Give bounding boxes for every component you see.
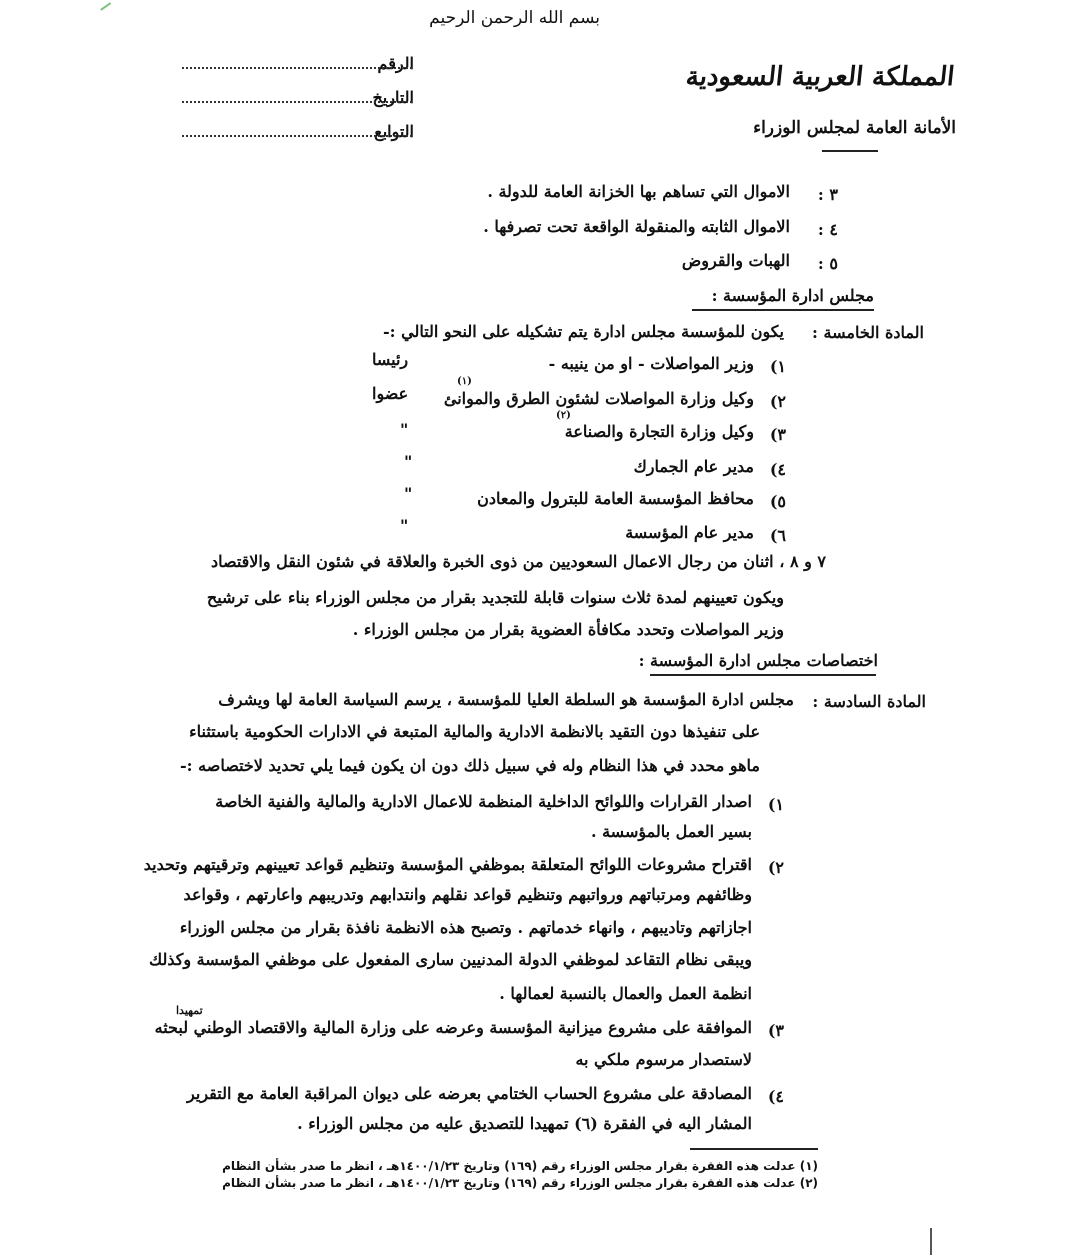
member-1-text: وزير المواصلات - او من ينيبه - — [548, 354, 754, 373]
number-label: الرقم — [377, 54, 414, 73]
fund-5-text: الهبات والقروض — [681, 251, 790, 270]
member-2-number: ٢) — [769, 392, 786, 411]
member-3-role: " — [400, 420, 409, 439]
article6-label: المادة السادسة : — [812, 692, 926, 711]
power-3-margin-note: تمهيدا — [176, 1004, 203, 1017]
power-3-line2: لاستصدار مرسوم ملكي به — [575, 1050, 752, 1069]
members-7-8-line2: ويكون تعيينهم لمدة ثلاث سنوات قابلة للتجديد بقرار من مجلس الوزراء بناء على ترشيح — [206, 588, 784, 607]
member-4-text: مدير عام الجمارك — [633, 457, 754, 476]
power-2-line2: وظائفهم ومرتباتهم ورواتبهم وتنظيم قواعد نقلهم وانتدابهم وتدريبهم واعارتهم ، وقواعد — [183, 885, 752, 904]
secretariat-title: الأمانة العامة لمجلس الوزراء — [753, 118, 956, 138]
power-2-line5: انظمة العمل والعمال بالنسبة لعمالها . — [499, 984, 752, 1003]
powers-heading: اختصاصات مجلس ادارة المؤسسة : — [638, 651, 878, 670]
member-3-text: وكيل وزارة التجارة والصناعة — [564, 422, 754, 441]
member-5-role: " — [404, 484, 413, 503]
power-4-number: ٤) — [767, 1087, 784, 1106]
article6-para-line2: على تنفيذها دون التقيد بالانظمة الادارية والمالية المتبعة في الادارات الحكومية باستثناء — [189, 722, 760, 741]
board-heading: مجلس ادارة المؤسسة : — [711, 286, 874, 305]
kingdom-title: المملكة العربية السعودية — [684, 62, 956, 92]
fund-4-number: ٤ : — [817, 220, 838, 239]
member-6-role: " — [400, 516, 409, 535]
power-3-number: ٣) — [767, 1021, 784, 1040]
secretariat-underline — [822, 150, 878, 152]
article5-label: المادة الخامسة : — [812, 323, 924, 342]
power-3-line1: الموافقة على مشروع ميزانية المؤسسة وعرضه على وزارة المالية والاقتصاد الوطني لبحثه — [154, 1018, 752, 1037]
date-label: التاريخ — [372, 88, 414, 107]
member-5-number: ٥) — [769, 492, 786, 511]
article6-para-line3: ماهو محدد في هذا النظام وله في سبيل ذلك دون ان يكون فيما يلي تحديد لاختصاصه :- — [180, 756, 760, 775]
fund-4-text: الاموال الثابته والمنقولة الواقعة تحت تصرفها . — [483, 217, 790, 236]
members-7-8-line1: ٧ و ٨ ، اثنان من رجال الاعمال السعوديين من ذوى الخبرة والعلاقة في شئون النقل والاقتصاد — [210, 552, 826, 571]
attachments-label: التوابع — [374, 122, 414, 141]
power-4-line2: المشار اليه في الفقرة (٦) تمهيدا للتصديق عليه من مجلس الوزراء . — [297, 1114, 752, 1133]
member-2-text: وكيل وزارة المواصلات لشئون الطرق والموانئ — [443, 389, 754, 408]
power-2-number: ٢) — [767, 858, 784, 877]
power-2-line4: ويبقى نظام التقاعد لموظفي الدولة المدنيين سارى المفعول على موظفي المؤسسة وكذلك — [148, 950, 752, 969]
fund-5-number: ٥ : — [817, 254, 838, 273]
corner-mark — [97, 0, 111, 11]
member-3-number: ٣) — [769, 425, 786, 444]
member-4-number: ٤) — [769, 460, 786, 479]
edge-mark — [930, 1228, 934, 1255]
power-1-line1: اصدار القرارات واللوائح الداخلية المنظمة للاعمال الادارية والمالية والفنية الخاصة — [215, 792, 752, 811]
member-5-text: محافظ المؤسسة العامة للبترول والمعادن — [477, 489, 754, 508]
footnote-2: (٢) عدلت هذه الفقرة بقرار مجلس الوزراء رقم (١٦٩) وتاريخ ١٤٠٠/١/٢٣هـ ، انظر ما صدر بشأن النظام — [222, 1176, 818, 1190]
member-6-text: مدير عام المؤسسة — [625, 523, 754, 542]
power-2-line3: اجازاتهم وتاديبهم ، وانهاء خدماتهم . وتصبح هذه الانظمة نافذة بقرار من مجلس الوزراء — [179, 918, 752, 937]
article6-para-line1: مجلس ادارة المؤسسة هو السلطة العليا للمؤسسة ، يرسم السياسة العامة لها ويشرف — [218, 690, 794, 709]
member-3-footnote-ref: (٢) — [556, 410, 571, 421]
member-1-role: رئيسا — [372, 350, 409, 369]
power-1-line2: بسير العمل بالمؤسسة . — [590, 822, 752, 841]
member-4-role: " — [404, 452, 413, 471]
number-dots — [182, 66, 412, 69]
basmala: بسم الله الرحمن الرحيم — [429, 8, 600, 28]
members-7-8-line3: وزير المواصلات وتحدد مكافأة العضوية بقرار من مجلس الوزراء . — [352, 620, 784, 639]
powers-heading-underline — [650, 674, 876, 676]
footnote-1: (١) عدلت هذه الفقرة بقرار مجلس الوزراء رقم (١٦٩) وتاريخ ١٤٠٠/١/٢٣هـ ، انظر ما صدر بشأن النظام — [222, 1159, 818, 1173]
footnote-rule — [690, 1148, 818, 1150]
date-dots — [182, 100, 412, 103]
member-1-number: ١) — [769, 357, 786, 376]
fund-3-number: ٣ : — [817, 185, 838, 204]
power-1-number: ١) — [767, 795, 784, 814]
board-heading-underline — [692, 309, 874, 311]
member-2-footnote-ref: (١) — [457, 376, 472, 387]
member-2-role: عضوا — [372, 384, 409, 403]
member-6-number: ٦) — [769, 526, 786, 545]
power-2-line1: اقتراح مشروعات اللوائح المتعلقة بموظفي المؤسسة وتنظيم قواعد تعيينهم وترقيتهم وتحديد — [143, 855, 752, 874]
power-4-line1: المصادقة على مشروع الحساب الختامي بعرضه على ديوان المراقبة العامة مع التقرير — [187, 1084, 752, 1103]
fund-3-text: الاموال التي تساهم بها الخزانة العامة للدولة . — [487, 182, 790, 201]
attachments-dots — [182, 134, 412, 137]
article5-intro: يكون للمؤسسة مجلس ادارة يتم تشكيله على النحو التالي :- — [383, 322, 784, 341]
